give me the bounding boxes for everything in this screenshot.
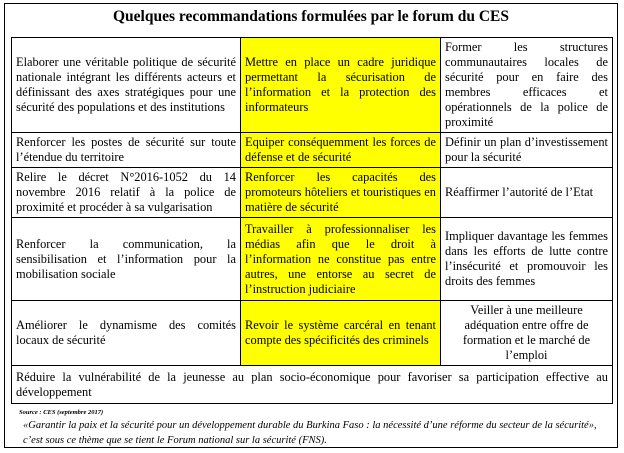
table-cell: Réaffirmer l’autorité de l’Etat: [441, 168, 613, 218]
table-row: [12, 133, 613, 168]
source-caption: Source : CES (septembre 2017): [19, 409, 104, 416]
table-cell: Renforcer la communication, la sensibilisation et l’information pour la mobilisation sociale: [12, 218, 241, 301]
table-cell: Former les structures communautaires locales de sécurité pour en faire des membres efficaces et opérationnels de la police de proximité: [441, 38, 613, 133]
page-title: Quelques recommandations formulées par le forum du CES: [113, 8, 509, 25]
table-cell-full-width: Réduire la vulnérabilité de la jeunesse au plan socio-économique pour favoriser sa participation effective au développement: [12, 366, 613, 404]
table-cell-highlighted: Renforcer les capacités des promoteurs hôteliers et touristiques en matière de sécurité: [241, 168, 441, 218]
table-cell: Veiller à une meilleure adéquation entre offre de formation et le marché de l’emploi: [441, 301, 613, 366]
table-cell: Renforcer les postes de sécurité sur toute l’étendue du territoire: [12, 133, 241, 168]
table-cell: Définir un plan d’investissement pour la sécurité: [441, 133, 613, 168]
recommendations-frame: [4, 3, 618, 448]
context-note: «Garantir la paix et la sécurité pour un développement durable du Burkina Faso : la nécessité d’une réforme du secteur de la sécurité», c’est sous ce thème que se tient le Forum national sur la sécurité (FNS).: [23, 420, 597, 446]
table-cell-highlighted: Travailler à professionnaliser les médias afin que le droit à l’information ne constitue pas entre autres, une entorse au secret de l’instruction judiciaire: [241, 218, 441, 301]
table-cell: Impliquer davantage les femmes dans les efforts de lutte contre l’insécurité et promouvoir les droits des femmes: [441, 218, 613, 301]
table-cell: Relire le décret N°2016-1052 du 14 novembre 2016 relatif à la police de proximité et procéder à sa vulgarisation: [12, 168, 241, 218]
table-cell-highlighted: Revoir le système carcéral en tenant compte des spécificités des criminels: [241, 301, 441, 366]
table-row: [12, 301, 613, 366]
table-row: [12, 366, 613, 404]
table-cell: Améliorer le dynamisme des comités locaux de sécurité: [12, 301, 241, 366]
table-cell: Elaborer une véritable politique de sécurité nationale intégrant les différents acteurs et définissant des axes stratégiques pour une sécurité des populations et des institutions: [12, 38, 241, 133]
table-row: [12, 168, 613, 218]
table-row: [12, 218, 613, 301]
table-cell-highlighted: Equiper conséquemment les forces de défense et de sécurité: [241, 133, 441, 168]
recommendations-table: [11, 37, 613, 404]
table-row: [12, 38, 613, 133]
table-cell-highlighted: Mettre en place un cadre juridique permettant la sécurisation de l’information et la protection des informateurs: [241, 38, 441, 133]
